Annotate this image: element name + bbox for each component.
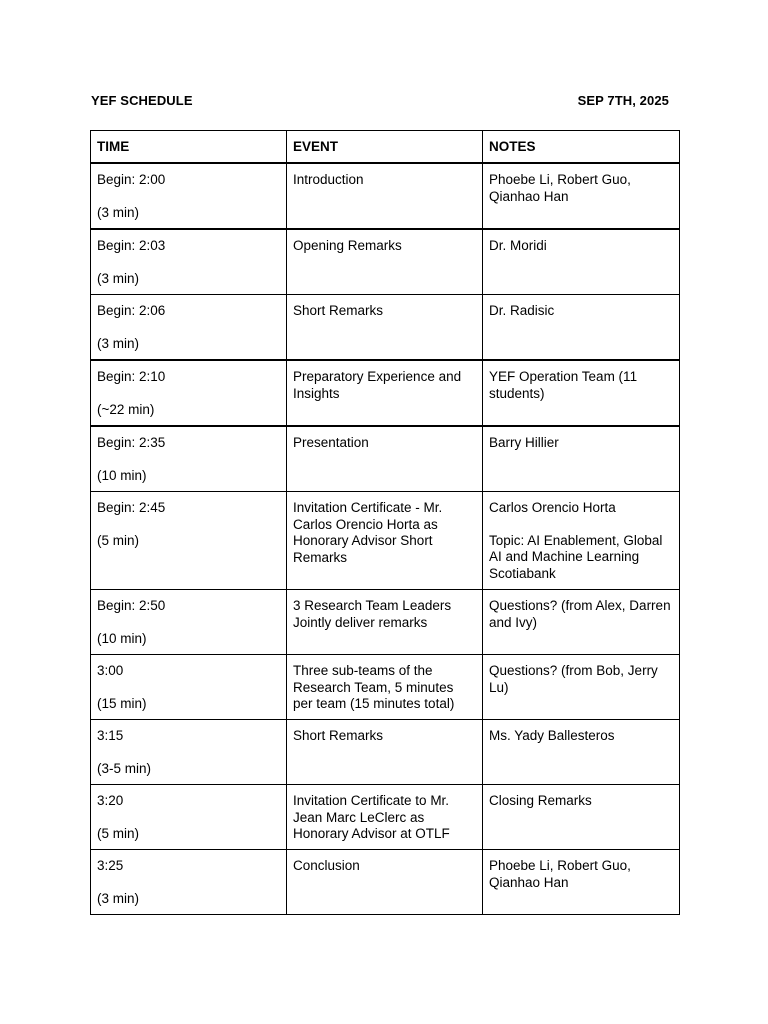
start-time: Begin: 2:50	[97, 598, 166, 614]
table-row	[91, 426, 680, 492]
table-row	[91, 492, 680, 590]
notes-cell	[483, 163, 680, 229]
duration: (10 min)	[97, 630, 147, 646]
start-time: Begin: 2:35	[97, 435, 166, 451]
column-header-notes: NOTES	[483, 131, 680, 164]
duration: (5 min)	[97, 825, 140, 841]
notes-cell	[483, 229, 680, 295]
start-time: 3:00	[97, 663, 124, 679]
table-row	[91, 720, 680, 785]
notes-cell	[483, 590, 680, 655]
duration: (10 min)	[97, 467, 147, 483]
notes-cell	[483, 492, 680, 590]
time-cell	[91, 426, 287, 492]
notes-cell	[483, 720, 680, 785]
duration: (3-5 min)	[97, 760, 152, 776]
header-row	[91, 131, 680, 164]
notes-text: Closing Remarks	[489, 793, 592, 809]
notes-text: Phoebe Li, Robert Guo, Qianhao Han	[489, 172, 631, 204]
notes-text: Dr. Radisic	[489, 303, 555, 319]
column-header-time: TIME	[91, 131, 287, 164]
page-header	[91, 92, 669, 110]
time-cell	[91, 655, 287, 720]
notes-text: Questions? (from Alex, Darren and Ivy)	[489, 598, 671, 630]
event-cell: Presentation	[287, 426, 483, 492]
table-row	[91, 590, 680, 655]
table-row	[91, 655, 680, 720]
notes-text: Carlos Orencio Horta	[489, 500, 616, 516]
duration: (~22 min)	[97, 401, 155, 417]
table-row	[91, 229, 680, 295]
event-cell: Three sub-teams of the Research Team, 5 minutes per team (15 minutes total)	[287, 655, 483, 720]
start-time: Begin: 2:03	[97, 238, 166, 254]
notes-text: Phoebe Li, Robert Guo, Qianhao Han	[489, 858, 631, 890]
start-time: Begin: 2:00	[97, 172, 166, 188]
start-time: 3:20	[97, 793, 124, 809]
document-date: SEP 7TH, 2025	[577, 93, 669, 108]
duration: (3 min)	[97, 335, 140, 351]
schedule-table	[90, 130, 680, 915]
notes-cell	[483, 360, 680, 426]
table-header	[91, 131, 680, 164]
duration: (5 min)	[97, 532, 140, 548]
notes-cell	[483, 295, 680, 361]
table-row	[91, 163, 680, 229]
notes-text: Questions? (from Bob, Jerry Lu)	[489, 663, 658, 695]
time-cell	[91, 785, 287, 850]
duration: (3 min)	[97, 204, 140, 220]
time-cell	[91, 163, 287, 229]
duration: (3 min)	[97, 890, 140, 906]
start-time: 3:15	[97, 728, 124, 744]
event-cell: Preparatory Experience and Insights	[287, 360, 483, 426]
table-row	[91, 360, 680, 426]
event-cell: Invitation Certificate - Mr. Carlos Orencio Horta as Honorary Advisor Short Remarks	[287, 492, 483, 590]
duration: (15 min)	[97, 695, 147, 711]
notes-text: YEF Operation Team (11 students)	[489, 369, 638, 401]
notes-cell	[483, 426, 680, 492]
table-row	[91, 785, 680, 850]
time-cell	[91, 590, 287, 655]
start-time: 3:25	[97, 858, 124, 874]
event-cell: Opening Remarks	[287, 229, 483, 295]
notes-cell	[483, 785, 680, 850]
time-cell	[91, 850, 287, 915]
event-cell: Short Remarks	[287, 295, 483, 361]
document-title: YEF SCHEDULE	[91, 93, 193, 108]
event-cell: Introduction	[287, 163, 483, 229]
notes-cell	[483, 850, 680, 915]
start-time: Begin: 2:45	[97, 500, 166, 516]
notes-text: Barry Hillier	[489, 435, 559, 451]
start-time: Begin: 2:06	[97, 303, 166, 319]
notes-topic: Topic: AI Enablement, Global AI and Machine Learning Scotiabank	[489, 532, 663, 581]
table-row	[91, 850, 680, 915]
notes-text: Ms. Yady Ballesteros	[489, 728, 615, 744]
column-header-event: EVENT	[287, 131, 483, 164]
event-cell: Short Remarks	[287, 720, 483, 785]
event-cell: Invitation Certificate to Mr. Jean Marc LeClerc as Honorary Advisor at OTLF	[287, 785, 483, 850]
time-cell	[91, 720, 287, 785]
notes-cell	[483, 655, 680, 720]
start-time: Begin: 2:10	[97, 369, 166, 385]
notes-text: Dr. Moridi	[489, 238, 547, 254]
time-cell	[91, 295, 287, 361]
time-cell	[91, 229, 287, 295]
event-cell: Conclusion	[287, 850, 483, 915]
table-body	[91, 163, 680, 915]
event-cell: 3 Research Team Leaders Jointly deliver remarks	[287, 590, 483, 655]
table-row	[91, 295, 680, 361]
time-cell	[91, 360, 287, 426]
duration: (3 min)	[97, 270, 140, 286]
time-cell	[91, 492, 287, 590]
